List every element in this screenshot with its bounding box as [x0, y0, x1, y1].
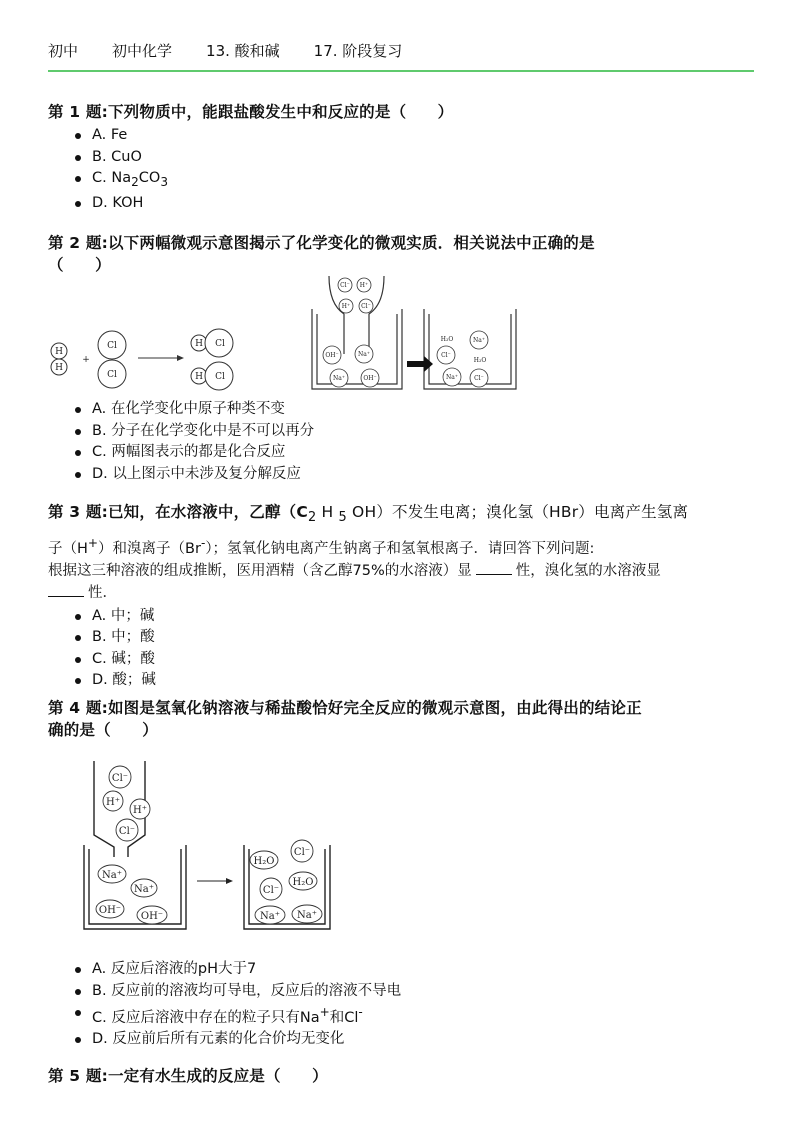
option-list — [48, 125, 760, 215]
question-body — [48, 582, 760, 604]
label: Na⁺ — [260, 911, 280, 922]
body-text: ）和溴离子（Br — [98, 540, 201, 557]
option-list — [48, 399, 760, 485]
question-body — [48, 532, 760, 560]
header-divider — [48, 70, 754, 72]
breadcrumb-item[interactable]: 13. 酸和碱 — [206, 42, 280, 60]
label: OH⁻ — [98, 905, 122, 916]
label: Na⁺ — [102, 870, 122, 881]
arrow-head — [226, 878, 233, 884]
body-text: 性． — [88, 584, 117, 601]
label: Cl⁻ — [293, 847, 311, 858]
body-text: 性，溴化氢的水溶液显 — [515, 562, 661, 579]
label: Cl⁻ — [474, 375, 484, 382]
option-d[interactable]: D. 酸；碱 — [74, 670, 760, 692]
option-c[interactable]: C. 两幅图表示的都是化合反应 — [74, 442, 760, 464]
label: Na⁺ — [446, 374, 458, 381]
question-4 — [48, 697, 760, 741]
label: Cl⁻ — [361, 303, 371, 310]
breadcrumb — [48, 40, 436, 61]
question-title: 第 4 题:如图是氢氧化钠溶液与稀盐酸恰好完全反应的微观示意图，由此得出的结论正 — [48, 699, 642, 717]
label: Na⁺ — [297, 910, 317, 921]
option-text: C. 反应后溶液中存在的粒子只有Na — [92, 1009, 320, 1026]
question-title: 第 2 题:以下两幅微观示意图揭示了化学变化的微观实质．相关说法中正确的是 — [48, 234, 595, 252]
q4-micro-diagram — [80, 757, 340, 937]
label: Cl⁻ — [262, 885, 280, 896]
option-a[interactable]: A. 中；碱 — [74, 606, 760, 628]
label: H⁺ — [106, 797, 120, 808]
option-c[interactable] — [74, 1002, 760, 1029]
option-b[interactable]: B. 中；酸 — [74, 627, 760, 649]
label: Na⁺ — [134, 884, 154, 895]
label: H₂O — [473, 357, 487, 364]
question-title — [48, 501, 760, 529]
option-a[interactable]: A. Fe — [74, 125, 760, 147]
label: Cl⁻ — [111, 773, 129, 784]
label: H⁺ — [133, 805, 147, 816]
question-2-options — [48, 397, 760, 485]
question-2 — [48, 232, 760, 276]
answer-blank[interactable] — [476, 560, 512, 575]
option-c[interactable]: C. 碱；酸 — [74, 649, 760, 671]
question-title-cont: （ ） — [48, 256, 111, 274]
label: Na⁺ — [358, 351, 370, 358]
body-text: 根据这三种溶液的组成推断，医用酒精（含乙醇75%的水溶液）显 — [48, 562, 472, 579]
label: Cl — [107, 341, 117, 351]
formula: C — [296, 503, 308, 521]
subscript: 5 — [338, 510, 347, 526]
label: H₂O — [440, 336, 454, 343]
subscript: 3 — [160, 174, 168, 189]
question-title: 第 1 题:下列物质中，能跟盐酸发生中和反应的是（ ） — [48, 103, 454, 121]
option-b[interactable]: B. 分子在化学变化中是不可以再分 — [74, 421, 760, 443]
label: H — [195, 339, 203, 349]
label: H⁺ — [341, 303, 351, 310]
superscript: + — [319, 1005, 330, 1019]
option-d[interactable]: D. KOH — [74, 193, 760, 215]
option-text: 和Cl — [329, 1009, 359, 1026]
label: Na⁺ — [473, 337, 485, 344]
label: H — [55, 347, 63, 357]
label: H₂O — [292, 877, 314, 888]
question-body — [48, 560, 760, 582]
question-title-cont: 确的是（ ） — [48, 721, 158, 739]
label: H — [55, 363, 63, 373]
title-text: 第 3 题:已知，在水溶液中，乙醇（ — [48, 503, 297, 521]
breadcrumb-item[interactable]: 初中 — [48, 42, 79, 60]
label: Cl — [215, 372, 225, 382]
question-title: 第 5 题:一定有水生成的反应是（ ） — [48, 1067, 328, 1085]
option-list — [48, 606, 760, 692]
label: OH⁻ — [140, 911, 164, 922]
breadcrumb-item[interactable]: 17. 阶段复习 — [313, 42, 403, 60]
question-5 — [48, 1065, 760, 1087]
label: OH⁻ — [363, 375, 377, 382]
option-list — [48, 959, 760, 1051]
subscript: 2 — [131, 174, 139, 189]
option-d[interactable]: D. 反应前后所有元素的化合价均无变化 — [74, 1029, 760, 1051]
option-a[interactable]: A. 在化学变化中原子种类不变 — [74, 399, 760, 421]
title-text: ）不发生电离；溴化氢（HBr）电离产生氢离 — [376, 503, 689, 521]
option-c[interactable] — [74, 168, 760, 193]
label: Na⁺ — [333, 375, 345, 382]
option-b[interactable]: B. 反应前的溶液均可导电，反应后的溶液不导电 — [74, 981, 760, 1003]
question-3 — [48, 501, 760, 692]
label: H — [195, 372, 203, 382]
option-text: C. Na — [92, 170, 132, 186]
label: H₂O — [253, 856, 275, 867]
subscript: 2 — [307, 510, 317, 526]
superscript: + — [87, 536, 99, 551]
label: OH⁻ — [325, 352, 339, 359]
question-4-options — [48, 957, 760, 1051]
option-text: CO — [138, 170, 161, 186]
body-text: 子（H — [48, 540, 88, 557]
option-a[interactable]: A. 反应后溶液的pH大于7 — [74, 959, 760, 981]
answer-blank[interactable] — [48, 582, 84, 597]
body-text: ）；氢氧化钠电离产生钠离子和氢氧根离子．请回答下列问题: — [205, 540, 595, 557]
formula: H — [316, 503, 339, 521]
arrow-head — [177, 355, 184, 361]
option-b[interactable]: B. CuO — [74, 147, 760, 169]
superscript: - — [200, 536, 206, 551]
question-1 — [48, 101, 760, 215]
label: + — [82, 355, 90, 365]
label: Cl⁻ — [441, 352, 451, 359]
option-d[interactable]: D. 以上图示中未涉及复分解反应 — [74, 464, 760, 486]
superscript: - — [358, 1005, 363, 1019]
q2-micro-diagram — [44, 274, 524, 400]
breadcrumb-item[interactable]: 初中化学 — [112, 42, 173, 60]
formula: OH — [346, 503, 377, 521]
label: Cl⁻ — [340, 282, 350, 289]
label: Cl⁻ — [118, 826, 136, 837]
label: H⁺ — [359, 282, 369, 289]
label: Cl — [107, 370, 117, 380]
label: Cl — [215, 339, 225, 349]
